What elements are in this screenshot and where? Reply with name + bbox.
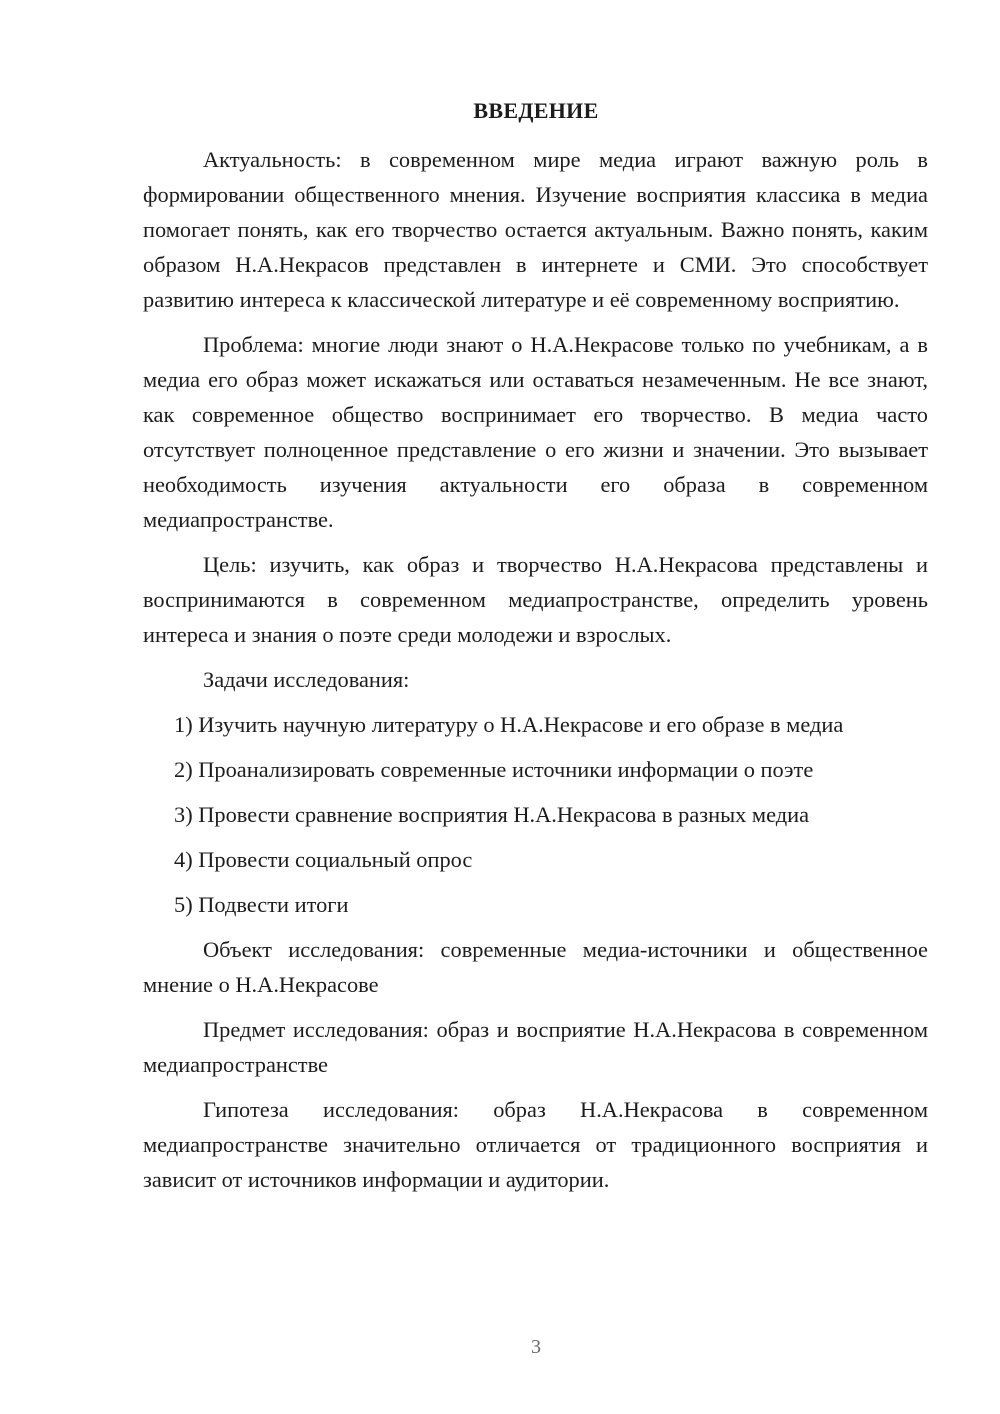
tasks-heading: Задачи исследования: — [203, 667, 410, 692]
task-item: 3) Провести сравнение восприятия Н.А.Некрасова в разных медиа — [174, 802, 810, 827]
page-number: 3 — [531, 1336, 541, 1358]
task-list — [143, 707, 928, 922]
object-paragraph: Объект исследования: современные медиа-источники и общественное мнение о Н.А.Некрасове — [143, 937, 928, 997]
task-item: 2) Проанализировать современные источники информации о поэте — [174, 757, 814, 782]
hypothesis-paragraph: Гипотеза исследования: образ Н.А.Некрасова в современном медиапространстве значительно отличается от традиционного восприятия и зависит от источников информации и аудитории. — [143, 1097, 928, 1192]
relevance-paragraph: Актуальность: в современном мире медиа играют важную роль в формировании общественного мнения. Изучение восприятия классика в медиа помогает понять, как его творчество остается актуальным. Важно понять, каким образом Н.А.Некрасов представлен в интернете и СМИ. Это способствует развитию интереса к классической литературе и её современному восприятию. — [143, 147, 928, 312]
goal-paragraph: Цель: изучить, как образ и творчество Н.А.Некрасова представлены и воспринимаются в современном медиапространстве, определить уровень интереса и знания о поэте среди молодежи и взрослых. — [143, 552, 928, 647]
task-item: 4) Провести социальный опрос — [174, 847, 473, 872]
problem-paragraph: Проблема: многие люди знают о Н.А.Некрасове только по учебникам, а в медиа его образ может искажаться или оставаться незамеченным. Не все знают, как современное общество воспринимает его творчество. В медиа часто отсутствует полноценное представление о его жизни и значении. Это вызывает необходимость изучения актуальности его образа в современном медиапространстве. — [143, 332, 928, 532]
task-item: 5) Подвести итоги — [174, 892, 349, 917]
subject-paragraph: Предмет исследования: образ и восприятие Н.А.Некрасова в современном медиапространстве — [143, 1017, 928, 1077]
page-title: ВВЕДЕНИЕ — [473, 98, 599, 123]
task-item: 1) Изучить научную литературу о Н.А.Некрасове и его образе в медиа — [174, 712, 844, 737]
document-body — [143, 142, 928, 1207]
